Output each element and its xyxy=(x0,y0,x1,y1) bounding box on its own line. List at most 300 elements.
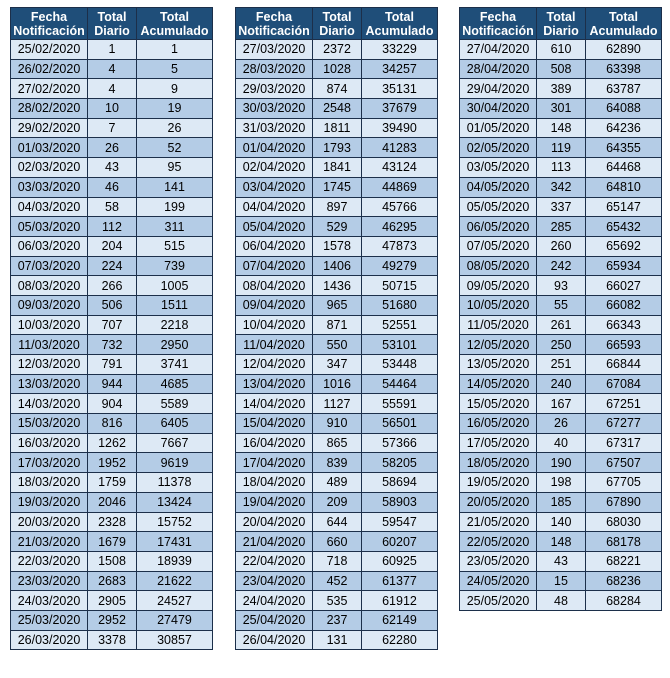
cell-total-diario: 15 xyxy=(537,571,586,591)
table-row xyxy=(460,532,662,552)
cell-total-acumulado: 65934 xyxy=(586,256,662,276)
table-row xyxy=(236,138,438,158)
cell-total-diario: 865 xyxy=(313,433,362,453)
cell-total-diario: 1028 xyxy=(313,59,362,79)
table-row xyxy=(11,177,213,197)
cell-total-diario: 250 xyxy=(537,335,586,355)
cell-fecha: 20/04/2020 xyxy=(236,512,313,532)
table-row xyxy=(460,295,662,315)
cell-total-acumulado: 60207 xyxy=(362,532,438,552)
table-row xyxy=(11,99,213,119)
cell-total-diario: 489 xyxy=(313,473,362,493)
table-row xyxy=(11,355,213,375)
cell-total-acumulado: 35131 xyxy=(362,79,438,99)
cell-total-diario: 301 xyxy=(537,99,586,119)
cell-total-acumulado: 515 xyxy=(137,236,213,256)
cell-fecha: 14/04/2020 xyxy=(236,394,313,414)
cell-fecha: 11/03/2020 xyxy=(11,335,88,355)
cell-fecha: 05/03/2020 xyxy=(11,217,88,237)
table-row xyxy=(11,118,213,138)
cell-fecha: 21/05/2020 xyxy=(460,512,537,532)
table-row xyxy=(236,532,438,552)
table-header-row xyxy=(236,8,438,40)
cell-fecha: 06/03/2020 xyxy=(11,236,88,256)
table-row xyxy=(236,433,438,453)
table-row xyxy=(460,473,662,493)
cell-total-diario: 1436 xyxy=(313,276,362,296)
table-row xyxy=(460,236,662,256)
cell-total-acumulado: 49279 xyxy=(362,256,438,276)
table-row xyxy=(236,256,438,276)
cell-total-diario: 1759 xyxy=(88,473,137,493)
cell-fecha: 11/05/2020 xyxy=(460,315,537,335)
cell-fecha: 29/03/2020 xyxy=(236,79,313,99)
table-row xyxy=(11,335,213,355)
cell-total-diario: 707 xyxy=(88,315,137,335)
cell-total-acumulado: 61377 xyxy=(362,571,438,591)
table-row xyxy=(11,571,213,591)
cell-total-acumulado: 68284 xyxy=(586,591,662,611)
cell-total-acumulado: 43124 xyxy=(362,158,438,178)
table-row xyxy=(11,453,213,473)
cell-total-diario: 871 xyxy=(313,315,362,335)
cell-fecha: 10/03/2020 xyxy=(11,315,88,335)
cell-total-diario: 337 xyxy=(537,197,586,217)
cell-total-acumulado: 26 xyxy=(137,118,213,138)
cell-total-diario: 260 xyxy=(537,236,586,256)
cell-fecha: 02/04/2020 xyxy=(236,158,313,178)
cell-fecha: 18/04/2020 xyxy=(236,473,313,493)
cell-fecha: 22/05/2020 xyxy=(460,532,537,552)
table-row xyxy=(11,532,213,552)
cell-total-acumulado: 68178 xyxy=(586,532,662,552)
cell-total-diario: 26 xyxy=(537,414,586,434)
cell-total-diario: 1952 xyxy=(88,453,137,473)
header-total-acumulado: Total Acumulado xyxy=(586,8,662,40)
cell-total-diario: 240 xyxy=(537,374,586,394)
cell-fecha: 17/05/2020 xyxy=(460,433,537,453)
table-row xyxy=(236,394,438,414)
cell-fecha: 25/02/2020 xyxy=(11,40,88,60)
cell-total-acumulado: 5589 xyxy=(137,394,213,414)
cell-total-diario: 140 xyxy=(537,512,586,532)
cell-fecha: 28/03/2020 xyxy=(236,59,313,79)
cell-fecha: 07/03/2020 xyxy=(11,256,88,276)
cell-total-acumulado: 67705 xyxy=(586,473,662,493)
cell-fecha: 24/04/2020 xyxy=(236,591,313,611)
cell-total-diario: 1127 xyxy=(313,394,362,414)
header-fecha: Fecha Notificación xyxy=(460,8,537,40)
cell-fecha: 15/03/2020 xyxy=(11,414,88,434)
table-row xyxy=(460,158,662,178)
cell-total-acumulado: 67277 xyxy=(586,414,662,434)
cell-fecha: 10/04/2020 xyxy=(236,315,313,335)
data-table-3 xyxy=(459,7,662,611)
table-row xyxy=(236,217,438,237)
cell-total-acumulado: 41283 xyxy=(362,138,438,158)
cell-fecha: 29/02/2020 xyxy=(11,118,88,138)
cell-fecha: 19/05/2020 xyxy=(460,473,537,493)
cell-total-acumulado: 44869 xyxy=(362,177,438,197)
table-body xyxy=(11,40,213,650)
table-row xyxy=(236,99,438,119)
cell-fecha: 03/04/2020 xyxy=(236,177,313,197)
table-row xyxy=(460,276,662,296)
cell-total-diario: 113 xyxy=(537,158,586,178)
cell-total-acumulado: 68236 xyxy=(586,571,662,591)
cell-fecha: 01/03/2020 xyxy=(11,138,88,158)
table-row xyxy=(236,315,438,335)
cell-total-diario: 209 xyxy=(313,492,362,512)
cell-fecha: 19/04/2020 xyxy=(236,492,313,512)
cell-total-acumulado: 66593 xyxy=(586,335,662,355)
cell-fecha: 20/05/2020 xyxy=(460,492,537,512)
header-total-diario: Total Diario xyxy=(313,8,362,40)
table-row xyxy=(460,374,662,394)
table-row xyxy=(460,40,662,60)
cell-total-diario: 529 xyxy=(313,217,362,237)
data-table-1 xyxy=(10,7,213,650)
cell-fecha: 14/03/2020 xyxy=(11,394,88,414)
cell-total-diario: 285 xyxy=(537,217,586,237)
cell-total-acumulado: 46295 xyxy=(362,217,438,237)
cell-total-diario: 266 xyxy=(88,276,137,296)
cell-total-acumulado: 58903 xyxy=(362,492,438,512)
cell-fecha: 08/04/2020 xyxy=(236,276,313,296)
table-row xyxy=(460,512,662,532)
cell-total-diario: 48 xyxy=(537,591,586,611)
cell-fecha: 31/03/2020 xyxy=(236,118,313,138)
table-row xyxy=(236,414,438,434)
cell-fecha: 18/05/2020 xyxy=(460,453,537,473)
table-row xyxy=(460,433,662,453)
table-row xyxy=(460,118,662,138)
table-row xyxy=(11,197,213,217)
header-total-acumulado: Total Acumulado xyxy=(362,8,438,40)
table-row xyxy=(236,453,438,473)
cell-fecha: 12/05/2020 xyxy=(460,335,537,355)
cell-total-diario: 119 xyxy=(537,138,586,158)
cell-fecha: 13/04/2020 xyxy=(236,374,313,394)
table-row xyxy=(236,276,438,296)
table-row xyxy=(11,79,213,99)
cell-total-diario: 965 xyxy=(313,295,362,315)
cell-total-diario: 550 xyxy=(313,335,362,355)
cell-total-acumulado: 56501 xyxy=(362,414,438,434)
cell-total-diario: 535 xyxy=(313,591,362,611)
cell-fecha: 29/04/2020 xyxy=(460,79,537,99)
cell-total-diario: 1016 xyxy=(313,374,362,394)
table-row xyxy=(236,551,438,571)
table-row xyxy=(236,236,438,256)
cell-total-diario: 131 xyxy=(313,630,362,650)
cell-total-acumulado: 13424 xyxy=(137,492,213,512)
cell-total-acumulado: 55591 xyxy=(362,394,438,414)
cell-total-diario: 874 xyxy=(313,79,362,99)
cell-total-acumulado: 67251 xyxy=(586,394,662,414)
cell-total-diario: 1578 xyxy=(313,236,362,256)
table-row xyxy=(236,295,438,315)
cell-total-diario: 190 xyxy=(537,453,586,473)
cell-fecha: 23/05/2020 xyxy=(460,551,537,571)
cell-total-diario: 43 xyxy=(537,551,586,571)
cell-total-acumulado: 66082 xyxy=(586,295,662,315)
cell-fecha: 27/04/2020 xyxy=(460,40,537,60)
table-row xyxy=(236,492,438,512)
cell-total-diario: 2046 xyxy=(88,492,137,512)
cell-total-acumulado: 67507 xyxy=(586,453,662,473)
cell-total-diario: 204 xyxy=(88,236,137,256)
cell-total-acumulado: 21622 xyxy=(137,571,213,591)
table-row xyxy=(460,59,662,79)
cell-fecha: 06/05/2020 xyxy=(460,217,537,237)
cell-fecha: 20/03/2020 xyxy=(11,512,88,532)
cell-total-diario: 347 xyxy=(313,355,362,375)
cell-fecha: 09/03/2020 xyxy=(11,295,88,315)
cell-total-diario: 10 xyxy=(88,99,137,119)
table-row xyxy=(11,433,213,453)
table-row xyxy=(460,99,662,119)
cell-fecha: 13/03/2020 xyxy=(11,374,88,394)
cell-total-acumulado: 65432 xyxy=(586,217,662,237)
table-row xyxy=(11,512,213,532)
cell-total-diario: 644 xyxy=(313,512,362,532)
cell-total-acumulado: 65692 xyxy=(586,236,662,256)
cell-fecha: 08/05/2020 xyxy=(460,256,537,276)
cell-total-diario: 2548 xyxy=(313,99,362,119)
cell-total-acumulado: 17431 xyxy=(137,532,213,552)
cell-fecha: 19/03/2020 xyxy=(11,492,88,512)
cell-total-diario: 1679 xyxy=(88,532,137,552)
cell-total-acumulado: 95 xyxy=(137,158,213,178)
cell-fecha: 26/04/2020 xyxy=(236,630,313,650)
table-row xyxy=(460,571,662,591)
cell-total-acumulado: 61912 xyxy=(362,591,438,611)
table-header-row xyxy=(460,8,662,40)
cell-total-diario: 897 xyxy=(313,197,362,217)
cell-fecha: 15/04/2020 xyxy=(236,414,313,434)
cell-total-acumulado: 5 xyxy=(137,59,213,79)
cell-total-acumulado: 18939 xyxy=(137,551,213,571)
cell-total-diario: 112 xyxy=(88,217,137,237)
cell-total-diario: 1 xyxy=(88,40,137,60)
table-row xyxy=(236,374,438,394)
cell-fecha: 16/05/2020 xyxy=(460,414,537,434)
table-row xyxy=(11,59,213,79)
cell-fecha: 30/03/2020 xyxy=(236,99,313,119)
cell-fecha: 01/04/2020 xyxy=(236,138,313,158)
cell-fecha: 24/03/2020 xyxy=(11,591,88,611)
table-row xyxy=(460,551,662,571)
cell-total-diario: 839 xyxy=(313,453,362,473)
cell-fecha: 04/04/2020 xyxy=(236,197,313,217)
cell-total-diario: 1793 xyxy=(313,138,362,158)
cell-total-diario: 732 xyxy=(88,335,137,355)
cell-total-acumulado: 7667 xyxy=(137,433,213,453)
header-total-diario: Total Diario xyxy=(537,8,586,40)
cell-total-diario: 1811 xyxy=(313,118,362,138)
cell-total-acumulado: 1 xyxy=(137,40,213,60)
cell-total-diario: 2328 xyxy=(88,512,137,532)
cell-fecha: 26/03/2020 xyxy=(11,630,88,650)
cell-fecha: 05/05/2020 xyxy=(460,197,537,217)
cell-fecha: 21/04/2020 xyxy=(236,532,313,552)
cell-total-acumulado: 39490 xyxy=(362,118,438,138)
cell-total-acumulado: 52 xyxy=(137,138,213,158)
cell-total-acumulado: 63398 xyxy=(586,59,662,79)
cell-total-diario: 43 xyxy=(88,158,137,178)
cell-total-diario: 1508 xyxy=(88,551,137,571)
cell-fecha: 23/03/2020 xyxy=(11,571,88,591)
table-row xyxy=(236,79,438,99)
header-total-acumulado: Total Acumulado xyxy=(137,8,213,40)
cell-fecha: 17/04/2020 xyxy=(236,453,313,473)
cell-total-diario: 4 xyxy=(88,79,137,99)
table-row xyxy=(460,414,662,434)
table-row xyxy=(11,256,213,276)
cell-total-acumulado: 62280 xyxy=(362,630,438,650)
table-row xyxy=(460,138,662,158)
table-row xyxy=(11,414,213,434)
cell-total-acumulado: 58694 xyxy=(362,473,438,493)
cell-total-diario: 508 xyxy=(537,59,586,79)
table-row xyxy=(460,355,662,375)
table-row xyxy=(11,591,213,611)
cell-total-diario: 198 xyxy=(537,473,586,493)
cell-fecha: 25/05/2020 xyxy=(460,591,537,611)
table-row xyxy=(236,158,438,178)
table-row xyxy=(460,453,662,473)
cell-total-diario: 816 xyxy=(88,414,137,434)
cell-total-acumulado: 62149 xyxy=(362,610,438,630)
cell-total-diario: 389 xyxy=(537,79,586,99)
cell-fecha: 10/05/2020 xyxy=(460,295,537,315)
cell-fecha: 05/04/2020 xyxy=(236,217,313,237)
table-row xyxy=(236,59,438,79)
cell-fecha: 12/03/2020 xyxy=(11,355,88,375)
table-header-row xyxy=(11,8,213,40)
data-table-2 xyxy=(235,7,438,650)
table-row xyxy=(460,315,662,335)
table-row xyxy=(236,571,438,591)
cell-total-diario: 1262 xyxy=(88,433,137,453)
cell-total-acumulado: 51680 xyxy=(362,295,438,315)
cell-total-diario: 506 xyxy=(88,295,137,315)
cell-fecha: 07/04/2020 xyxy=(236,256,313,276)
cell-total-acumulado: 68030 xyxy=(586,512,662,532)
cell-total-acumulado: 11378 xyxy=(137,473,213,493)
cell-fecha: 23/04/2020 xyxy=(236,571,313,591)
cell-total-acumulado: 3741 xyxy=(137,355,213,375)
table-row xyxy=(11,473,213,493)
table-row xyxy=(11,295,213,315)
cell-total-diario: 342 xyxy=(537,177,586,197)
table-row xyxy=(11,610,213,630)
cell-total-acumulado: 15752 xyxy=(137,512,213,532)
cell-fecha: 25/03/2020 xyxy=(11,610,88,630)
cell-fecha: 08/03/2020 xyxy=(11,276,88,296)
cell-total-acumulado: 67890 xyxy=(586,492,662,512)
table-row xyxy=(11,315,213,335)
table-row xyxy=(11,217,213,237)
table-row xyxy=(11,158,213,178)
cell-total-diario: 185 xyxy=(537,492,586,512)
cell-fecha: 26/02/2020 xyxy=(11,59,88,79)
table-row xyxy=(236,630,438,650)
table-body xyxy=(460,40,662,611)
cell-total-diario: 93 xyxy=(537,276,586,296)
cell-total-acumulado: 64468 xyxy=(586,158,662,178)
cell-total-acumulado: 64236 xyxy=(586,118,662,138)
cell-total-acumulado: 53448 xyxy=(362,355,438,375)
header-fecha: Fecha Notificación xyxy=(236,8,313,40)
cell-total-diario: 452 xyxy=(313,571,362,591)
cell-total-diario: 148 xyxy=(537,118,586,138)
table-row xyxy=(236,177,438,197)
cell-fecha: 15/05/2020 xyxy=(460,394,537,414)
cell-total-acumulado: 58205 xyxy=(362,453,438,473)
cell-total-acumulado: 54464 xyxy=(362,374,438,394)
header-total-diario: Total Diario xyxy=(88,8,137,40)
cell-total-diario: 2372 xyxy=(313,40,362,60)
cell-fecha: 27/03/2020 xyxy=(236,40,313,60)
cell-total-acumulado: 24527 xyxy=(137,591,213,611)
cell-total-diario: 58 xyxy=(88,197,137,217)
table-row xyxy=(236,610,438,630)
cell-total-acumulado: 45766 xyxy=(362,197,438,217)
cell-fecha: 27/02/2020 xyxy=(11,79,88,99)
table-row xyxy=(460,256,662,276)
cell-total-diario: 791 xyxy=(88,355,137,375)
cell-fecha: 30/04/2020 xyxy=(460,99,537,119)
cell-total-diario: 167 xyxy=(537,394,586,414)
table-row xyxy=(236,355,438,375)
table-row xyxy=(236,591,438,611)
cell-total-diario: 3378 xyxy=(88,630,137,650)
cell-fecha: 17/03/2020 xyxy=(11,453,88,473)
cell-total-acumulado: 68221 xyxy=(586,551,662,571)
cell-total-diario: 251 xyxy=(537,355,586,375)
table-body xyxy=(236,40,438,650)
cell-total-diario: 1745 xyxy=(313,177,362,197)
cell-total-diario: 1406 xyxy=(313,256,362,276)
cell-total-acumulado: 9 xyxy=(137,79,213,99)
cell-total-diario: 40 xyxy=(537,433,586,453)
cell-fecha: 13/05/2020 xyxy=(460,355,537,375)
cell-total-acumulado: 62890 xyxy=(586,40,662,60)
table-row xyxy=(460,177,662,197)
cell-total-acumulado: 37679 xyxy=(362,99,438,119)
cell-total-acumulado: 34257 xyxy=(362,59,438,79)
cell-fecha: 02/05/2020 xyxy=(460,138,537,158)
table-row xyxy=(236,473,438,493)
cell-total-diario: 904 xyxy=(88,394,137,414)
cell-total-diario: 910 xyxy=(313,414,362,434)
table-row xyxy=(460,197,662,217)
table-row xyxy=(236,335,438,355)
cell-total-acumulado: 64355 xyxy=(586,138,662,158)
cell-total-acumulado: 19 xyxy=(137,99,213,119)
cell-total-diario: 148 xyxy=(537,532,586,552)
cell-total-diario: 261 xyxy=(537,315,586,335)
cell-fecha: 21/03/2020 xyxy=(11,532,88,552)
cell-fecha: 07/05/2020 xyxy=(460,236,537,256)
table-row xyxy=(11,276,213,296)
cell-fecha: 01/05/2020 xyxy=(460,118,537,138)
table-row xyxy=(11,394,213,414)
table-row xyxy=(236,40,438,60)
cell-fecha: 28/04/2020 xyxy=(460,59,537,79)
